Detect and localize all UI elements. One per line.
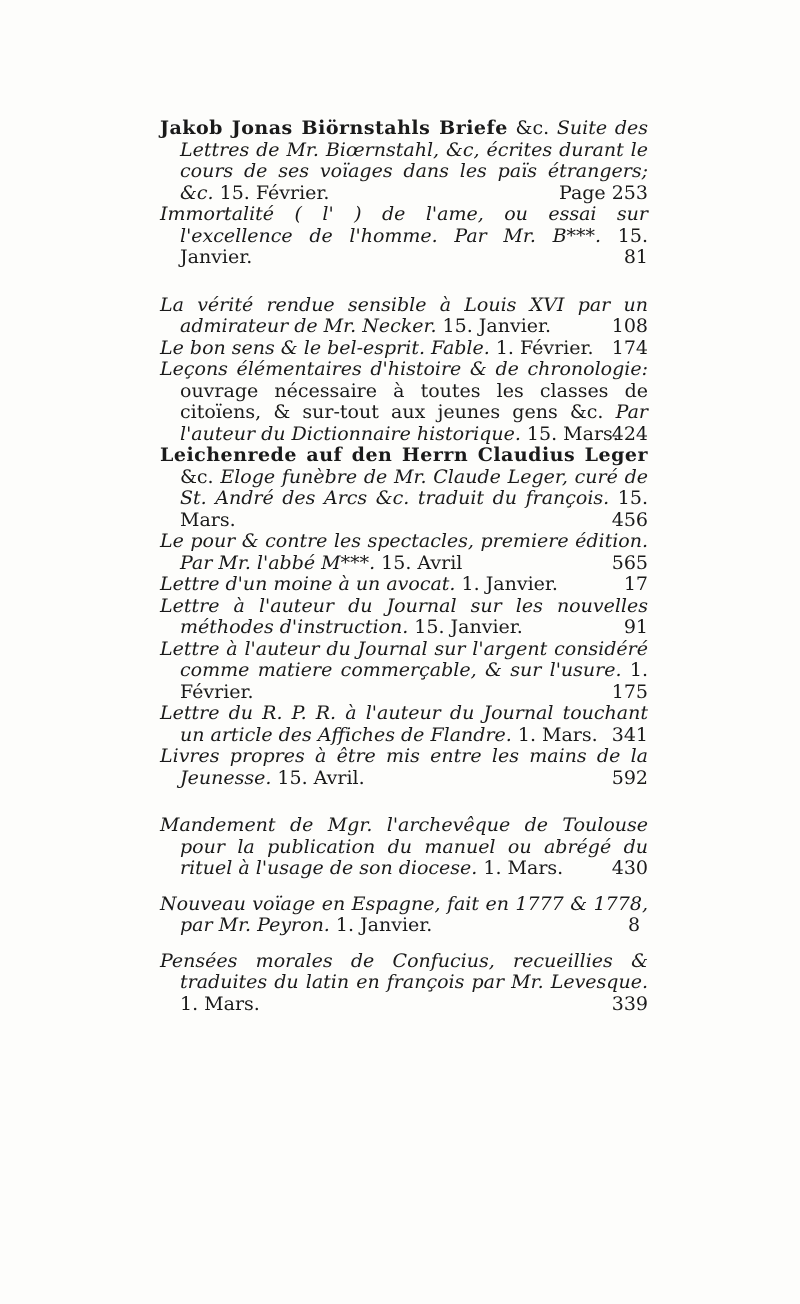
entry-date: 15. Janvier. bbox=[436, 315, 552, 337]
index-entry bbox=[160, 746, 648, 789]
entry-date: 1. Janvier. bbox=[455, 573, 558, 595]
entry-date: 1. Mars. bbox=[511, 723, 598, 746]
index-entry bbox=[160, 639, 648, 704]
entry-date: 15. Mars. bbox=[520, 422, 619, 445]
entry-date: 15. Avril bbox=[375, 551, 463, 574]
entry-date: 15. Janvier. bbox=[180, 224, 648, 268]
entry-title: Nouveau voïage en Espagne, fait en 1777 & 1778, par Mr. Peyron. bbox=[160, 892, 648, 936]
entry-date: 1. Février. bbox=[489, 336, 594, 359]
entry-page: Page 253 bbox=[559, 181, 648, 204]
entry-german-title: Jakob Jonas Biörnstahls Briefe bbox=[160, 117, 508, 139]
index-entry bbox=[160, 894, 648, 937]
entry-date: 15. Janvier. bbox=[408, 616, 523, 638]
entry-page: 91 bbox=[623, 616, 648, 638]
entry-title: Mandement de Mgr. l'archevêque de Toulouse pour la publication du manuel ou abrégé du rituel à l'usage de son diocese. bbox=[160, 814, 648, 879]
entry-title: Livres propres à être mis entre les mains de la Jeunesse. bbox=[160, 745, 648, 789]
entry-author: Par l'auteur du Dictionnaire historique. bbox=[180, 401, 648, 445]
entry-page: 108 bbox=[611, 315, 648, 337]
index-entry bbox=[160, 951, 648, 1016]
entry-title: Lettre du R. P. R. à l'auteur du Journal touchant un article des Affiches de Flandre. bbox=[160, 702, 648, 746]
entry-page: 424 bbox=[611, 422, 648, 445]
entry-date: 15. Avril. bbox=[271, 766, 365, 789]
entry-page: 592 bbox=[611, 766, 648, 789]
entry-title: Leçons élémentaires d'histoire & de chronologie: bbox=[160, 358, 648, 380]
entry-german-title: Leichenrede auf den Herrn Claudius Leger bbox=[160, 444, 648, 466]
index-entry bbox=[160, 118, 648, 204]
entry-page: 341 bbox=[611, 723, 648, 746]
index-entry bbox=[160, 295, 648, 338]
entry-page: 339 bbox=[611, 992, 648, 1015]
index-entry bbox=[160, 815, 648, 880]
index-entry bbox=[160, 359, 648, 445]
entry-title: Lettre à l'auteur du Journal sur l'argent considéré comme matiere commerçable, & sur l'usure. bbox=[160, 637, 648, 681]
entry-lead: &c. bbox=[507, 117, 557, 139]
index-entry bbox=[160, 445, 648, 531]
index-entry bbox=[160, 531, 648, 574]
entry-title: Pensées morales de Confucius, recueillies & traduites du latin en françois par Mr. Levesque. bbox=[160, 949, 648, 993]
index-entry bbox=[160, 596, 648, 639]
entry-date: 1. Janvier. bbox=[329, 914, 433, 936]
entry-page: 17 bbox=[623, 573, 648, 595]
index-entry bbox=[160, 204, 648, 269]
index-entry bbox=[160, 703, 648, 746]
entry-title: Immortalité ( l' ) de l'ame, ou essai sur l'excellence de l'homme. Par Mr. B***. bbox=[160, 203, 648, 247]
entry-title: Suite des Lettres de Mr. Biœrnstahl, &c, écrites durant le cours de ses voïages dans les païs étrangers; &c. bbox=[180, 117, 648, 204]
entry-page: 430 bbox=[611, 857, 648, 879]
entry-lead: &c. bbox=[180, 465, 221, 488]
entry-date: 1. Mars. bbox=[180, 992, 260, 1015]
entry-date: 15. Mars. bbox=[180, 487, 648, 531]
entry-page: 565 bbox=[611, 551, 648, 574]
entry-description: ouvrage nécessaire à toutes les classes de citoïens, & sur-tout aux jeunes gens &c. bbox=[180, 379, 648, 423]
entry-page: 174 bbox=[611, 336, 648, 359]
entry-page: 456 bbox=[611, 508, 648, 531]
entry-title: Lettre à l'auteur du Journal sur les nouvelles méthodes d'instruction. bbox=[160, 594, 648, 638]
index-entry bbox=[160, 574, 648, 596]
entry-page: 8 bbox=[628, 914, 641, 936]
entry-title: Eloge funèbre de Mr. Claude Leger, curé de St. André des Arcs &c. traduit du françois. bbox=[180, 465, 648, 509]
index-entry bbox=[160, 338, 648, 360]
entry-title: Lettre d'un moine à un avocat. bbox=[160, 573, 456, 595]
entry-page: 81 bbox=[623, 246, 648, 268]
entry-date: 15. Février. bbox=[213, 181, 330, 204]
entry-title: La vérité rendue sensible à Louis XVI par un admirateur de Mr. Necker. bbox=[160, 293, 648, 337]
entry-title: Le bon sens & le bel-esprit. Fable. bbox=[160, 336, 490, 359]
entry-page: 175 bbox=[611, 680, 648, 703]
entry-date: 1. Février. bbox=[180, 659, 648, 703]
entry-title: Le pour & contre les spectacles, premiere édition. Par Mr. l'abbé M***. bbox=[160, 530, 648, 574]
entry-date: 1. Mars. bbox=[477, 857, 564, 879]
index-column bbox=[160, 118, 648, 1015]
